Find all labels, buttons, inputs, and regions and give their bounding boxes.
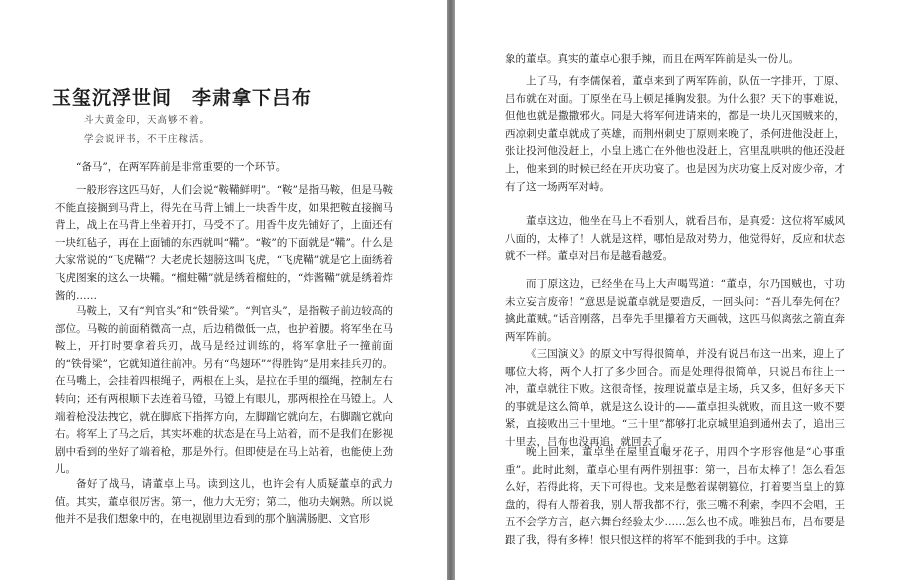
chapter-title: 玉玺沉浮世间 李肃拿下吕布	[52, 87, 313, 109]
paragraph-continued: 象的董卓。真实的董卓心狠手辣，而且在两军阵前是头一份儿。	[505, 53, 799, 65]
paragraph-dongzhuo-mount: 备好了战马，请董卓上马。读到这儿，也许会有人质疑董卓的武力值。其实，董卓很厉害。第一，他力大无穷；第二，他功夫娴熟。所以说他并不是我们想象中的，在电视剧里边看到的那个脑满肠肥、文官形	[55, 478, 393, 526]
paragraph-evening: 晚上回来，董卓坐在屋里直嘬牙花子，用四个字形容他是“心事重重”。此时此刻，董卓心里有两件别扭事：第一，吕布太棒了！怎么看怎么好，若得此将，天下可得也。戈来是憋着谋朝篡位，打着要当皇上的算盘的，得有人帮着我，别人帮我都不行，张三嘴不利索，李四不会唱，王五不会学方言，赵六舞台经验太少……怎么也不成。唯独吕布，吕布要是跟了我，得有多棒！恨只恨这样的将军不能到我的手中。这算	[505, 446, 845, 546]
paragraph-panguantou: 马鞍上，又有“判官头”和“铁骨梁”。“判官头”，是指鞍子前边较高的部位。马鞍的前面稍微高一点，后边稍微低一点，也护着腰。将军坐在马鞍上，开打时要拿着兵刃，战马是经过训练的，将军拿肚子一撞前面的“铁骨梁”，它就知道往前冲。另有“鸟翅环”“得胜钩”是用来挂兵刃的。在马嘴上，会挂着四根绳子，两根在上头，是拉在手里的缰绳，控制左右转向；还有两根顺下去连着马镫，马镫上有眼儿，那两根拴在马镫上。人端着枪没法拽它，就在脚底下指挥方向，左脚踹它就向左，右脚踹它就向右。将军上了马之后，其实坏难的状态是在马上站着，而不是我们在影视剧中看到的坐好了端着枪，那是外行。但即使是在马上站着，也能使上劲儿。	[55, 305, 393, 476]
paragraph-dingyuan-curses: 而丁原这边，已经坐在马上大声喝骂道：“董卓，尔乃国贼也，寸功未立妄言废帝！”意思是说董卓就是要造反，一回头问：“吾儿奉先何在？擒此董贼。”话音刚落，吕奉先手里攥着方天画戟，这匹马似离弦之箭直奔两军阵前。	[505, 278, 845, 343]
epigraph-line-1: 斗大黄金印，天高够不着。	[84, 115, 211, 126]
paragraph-battlefield: 上了马，有李儒保着，董卓来到了两军阵前，队伍一字排开，丁原、吕布就在对面。丁原坐在马上顿足捶胸发狠。为什么狠？天下的事难说，但他也就是撒撒邪火。同是大将军何进请来的，都是一块儿灭国贼来的，西凉刺史董卓就成了英雄，而荆州刺史丁原则来晚了，杀何进他没赶上，张让投河他没赶上，小皇上逃亡在外他也没赶上，宫里乱哄哄的他还没赶上，他来到的时候已经在开庆功宴了。也是因为庆功宴上反对废少帝，才有了这一场两军对峙。	[505, 75, 845, 193]
paragraph-saddle: 一般形容这匹马好，人们会说“鞍鞴鲜明”。“鞍”是指马鞍，但是马鞍不能直接搁到马背上，得先在马背上铺上一块香牛皮，如果把鞍直接搁马背上，战上在马背上坐着开打，马受不了。用香牛皮先铺好了，上面还有一块红毡子，再在上面铺的东西就叫“鞴”。“鞍”的下面就是“鞴”。什么是大家常说的“飞虎鞴”？大老虎长翅膀这叫飞虎，“飞虎鞴”就是它上面绣着飞虎图案的这么一块鞴。“榴蛀鞴”就是绣着榴蛀的，“炸酱鞴”就是绣着炸酱的……	[55, 184, 393, 302]
paragraph-beima: “备马”，在两军阵前是非常重要的一个环节。	[76, 161, 287, 173]
paragraph-sanguo-original: 《三国演义》的原文中写得很简单，并没有说吕布这一出来，迎上了哪位大将，两个人打了多少回合。而是处理得很简单，只说吕布往上一冲，董卓就往下败。这很奇怪，按理说董卓是主场，兵又多，但好多天下的事就是这么简单，就是这么设计的——董卓担头就败，而且这一败不要紧，直接败出三十里地。“三十里”都够打北京城里追到通州去了，追出三十里去，吕布也没再追，就回去了。	[505, 348, 845, 448]
paragraph-dongzhuo-admires: 董卓这边，他坐在马上不看别人，就看吕布，是真爱：这位将军威风八面的，太棒了！人就是这样，哪怕是敌对势力，他觉得好，反应和状态就不一样。董卓对吕布是越看越爱。	[505, 215, 845, 263]
epigraph-line-2: 学会说评书，不干庄稼活。	[84, 134, 211, 145]
